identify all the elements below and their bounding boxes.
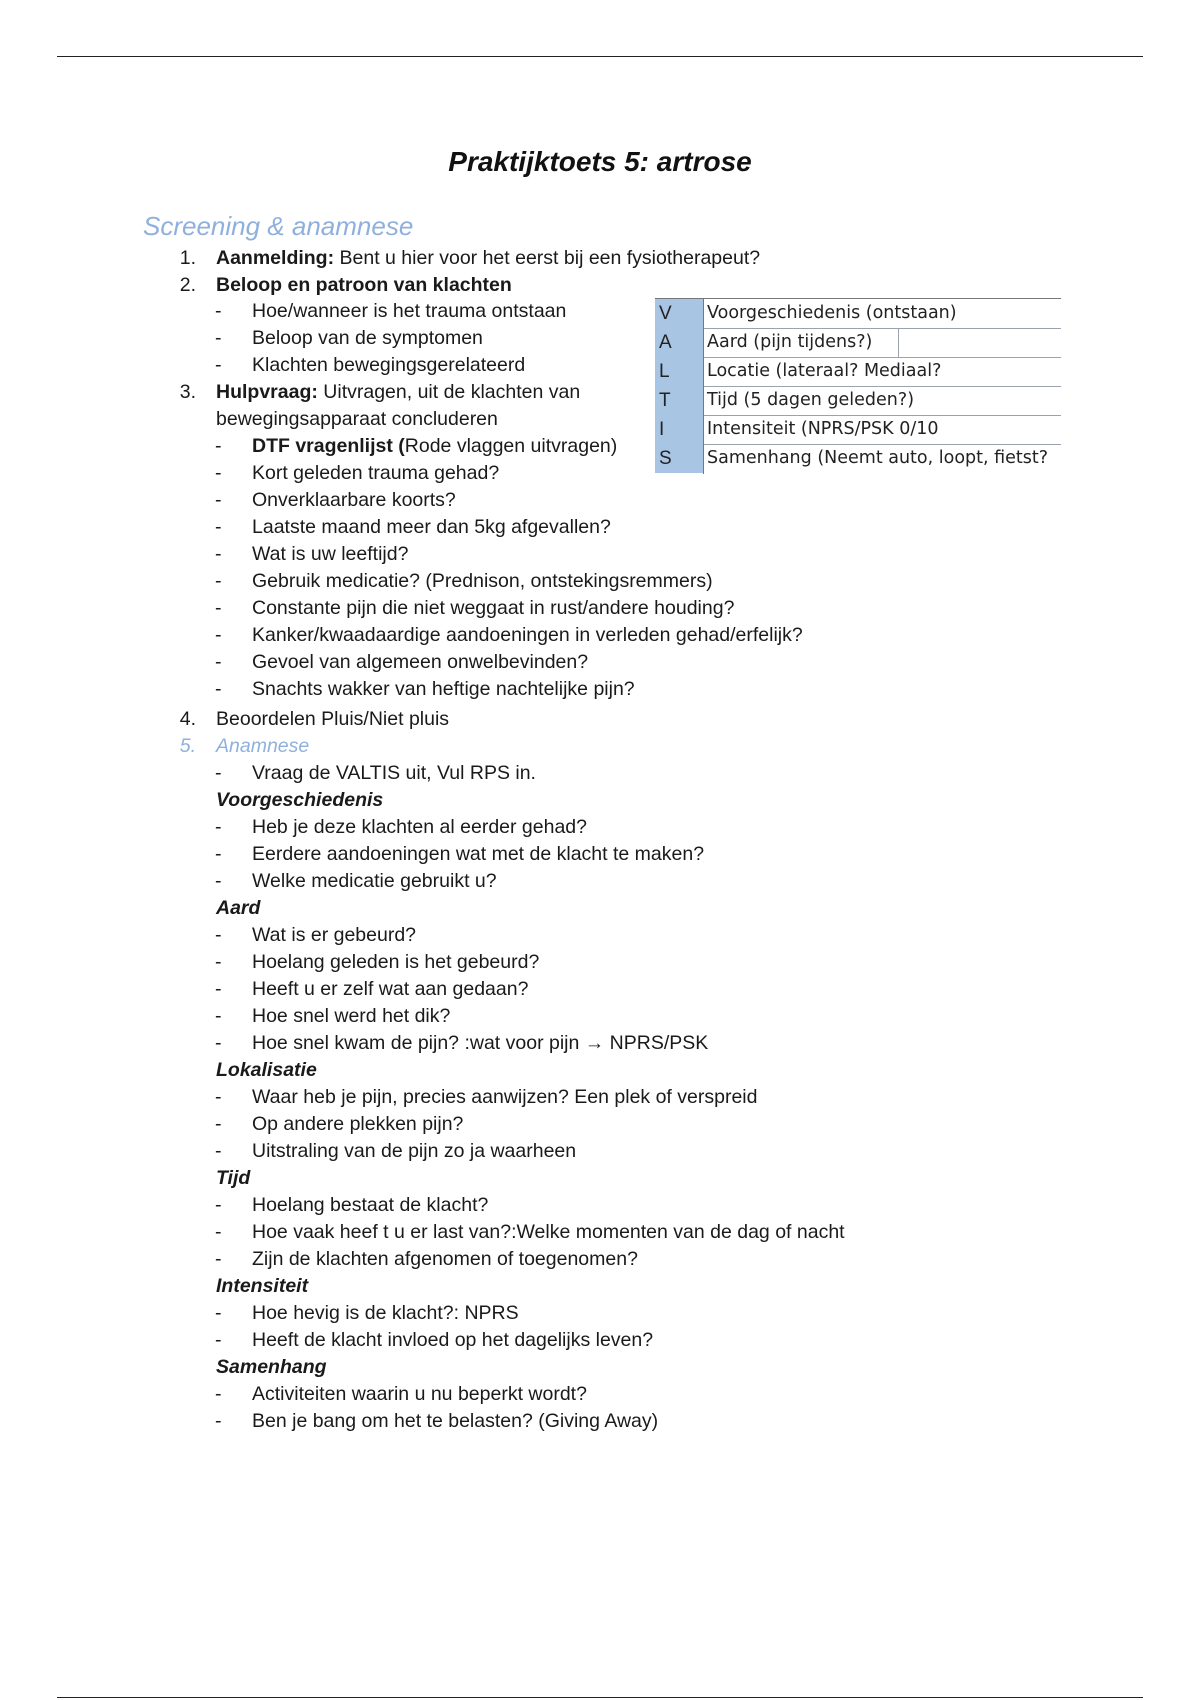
list-item: Hoe snel kwam de pijn? :wat voor pijn → NPRS/PSK — [252, 1032, 709, 1054]
item-text: Uitvragen, uit de klachten van — [317, 381, 581, 403]
table-row — [655, 415, 1061, 445]
subheading-samenhang: Samenhang — [216, 1356, 327, 1378]
bullet-dash: - — [215, 516, 222, 538]
list-item: Wat is er gebeurd? — [252, 924, 417, 946]
table-row — [655, 444, 1061, 473]
item-anamnese: Anamnese — [216, 735, 310, 757]
item-text: Rode vlaggen uitvragen) — [404, 435, 618, 457]
table-cell-divider — [898, 328, 899, 357]
valtis-letter: T — [655, 386, 703, 415]
subheading-tijd: Tijd — [216, 1167, 251, 1189]
list-item: Hoe hevig is de klacht?: NPRS — [252, 1302, 519, 1324]
list-item: Kort geleden trauma gehad? — [252, 462, 500, 484]
list-item: Activiteiten waarin u nu beperkt wordt? — [252, 1383, 587, 1405]
list-item: Gevoel van algemeen onwelbevinden? — [252, 651, 589, 673]
bullet-dash: - — [215, 1248, 222, 1270]
valtis-letter: A — [655, 328, 703, 357]
table-row — [655, 357, 1061, 387]
footer-rule — [57, 1697, 1143, 1698]
list-item-dtf — [252, 434, 617, 458]
bullet-dash: - — [215, 570, 222, 592]
bullet-dash: - — [215, 300, 222, 322]
list-item: Laatste maand meer dan 5kg afgevallen? — [252, 516, 611, 538]
list-item: Hoelang geleden is het gebeurd? — [252, 951, 540, 973]
bullet-dash: - — [215, 1383, 222, 1405]
list-item: Hoelang bestaat de klacht? — [252, 1194, 489, 1216]
valtis-letter: S — [655, 444, 703, 473]
bullet-dash: - — [215, 624, 222, 646]
item-aanmelding — [216, 246, 760, 270]
item-number: 1. — [179, 247, 196, 269]
list-item: Snachts wakker van heftige nachtelijke pijn? — [252, 678, 635, 700]
bullet-dash: - — [215, 1302, 222, 1324]
item-continuation: bewegingsapparaat concluderen — [216, 408, 498, 430]
valtis-desc: Intensiteit (NPRS/PSK 0/10 — [707, 419, 939, 439]
bullet-dash: - — [215, 1329, 222, 1351]
bullet-dash: - — [215, 1221, 222, 1243]
item-label: Aanmelding: — [216, 247, 335, 269]
item-text: Bent u hier voor het eerst bij een fysiotherapeut? — [334, 247, 761, 269]
list-item: Zijn de klachten afgenomen of toegenomen? — [252, 1248, 638, 1270]
list-item: Heeft de klacht invloed op het dagelijks leven? — [252, 1329, 654, 1351]
list-item: Constante pijn die niet weggaat in rust/andere houding? — [252, 597, 735, 619]
bullet-dash: - — [215, 816, 222, 838]
valtis-desc: Voorgeschiedenis (ontstaan) — [707, 303, 957, 323]
valtis-letter: I — [655, 415, 703, 444]
list-item: Heeft u er zelf wat aan gedaan? — [252, 978, 529, 1000]
bullet-dash: - — [215, 1086, 222, 1108]
bullet-dash: - — [215, 597, 222, 619]
item-label: Hulpvraag: — [216, 381, 318, 403]
bullet-dash: - — [215, 951, 222, 973]
bullet-dash: - — [215, 1140, 222, 1162]
list-item: Wat is uw leeftijd? — [252, 543, 409, 565]
valtis-desc: Tijd (5 dagen geleden?) — [707, 390, 915, 410]
list-item: Gebruik medicatie? (Prednison, ontstekingsremmers) — [252, 570, 713, 592]
item-number: 3. — [179, 381, 196, 403]
bullet-dash: - — [215, 1032, 222, 1054]
item-hulpvraag — [216, 380, 580, 404]
list-item: Welke medicatie gebruikt u? — [252, 870, 497, 892]
bullet-dash: - — [215, 1113, 222, 1135]
item-number: 2. — [179, 274, 196, 296]
bullet-dash: - — [215, 462, 222, 484]
item-beoordelen: Beoordelen Pluis/Niet pluis — [216, 708, 450, 730]
bullet-dash: - — [215, 924, 222, 946]
table-row — [655, 299, 1061, 329]
item-beloop: Beloop en patroon van klachten — [216, 274, 512, 296]
list-item: Ben je bang om het te belasten? (Giving Away) — [252, 1410, 659, 1432]
subheading-aard: Aard — [216, 897, 261, 919]
list-item: Vraag de VALTIS uit, Vul RPS in. — [252, 762, 536, 784]
list-item: Beloop van de symptomen — [252, 327, 483, 349]
bullet-dash: - — [215, 1410, 222, 1432]
item-number: 5. — [179, 735, 196, 757]
bullet-dash: - — [215, 678, 222, 700]
valtis-desc: Aard (pijn tijdens?) — [707, 332, 873, 352]
list-item: Eerdere aandoeningen wat met de klacht te maken? — [252, 843, 705, 865]
subheading-voorgeschiedenis: Voorgeschiedenis — [216, 789, 384, 811]
bullet-dash: - — [215, 1005, 222, 1027]
table-column-divider — [703, 298, 704, 474]
subheading-intensiteit: Intensiteit — [216, 1275, 309, 1297]
page-title: Praktijktoets 5: artrose — [448, 146, 752, 177]
item-number: 4. — [179, 708, 196, 730]
bullet-dash: - — [215, 1194, 222, 1216]
bullet-dash: - — [215, 651, 222, 673]
valtis-desc: Samenhang (Neemt auto, loopt, fietst? — [707, 448, 1049, 468]
section-heading: Screening & anamnese — [143, 211, 414, 241]
subheading-lokalisatie: Lokalisatie — [216, 1059, 317, 1081]
header-rule — [57, 56, 1143, 57]
valtis-letter: V — [655, 299, 703, 328]
list-item: Onverklaarbare koorts? — [252, 489, 456, 511]
list-item: Op andere plekken pijn? — [252, 1113, 464, 1135]
list-item: Waar heb je pijn, precies aanwijzen? Een plek of verspreid — [252, 1086, 758, 1108]
list-item: Hoe vaak heef t u er last van?:Welke momenten van de dag of nacht — [252, 1221, 845, 1243]
list-item: Hoe/wanneer is het trauma ontstaan — [252, 300, 567, 322]
bullet-dash: - — [215, 543, 222, 565]
bullet-dash: - — [215, 354, 222, 376]
bullet-dash: - — [215, 762, 222, 784]
bullet-dash: - — [215, 978, 222, 1000]
bullet-dash: - — [215, 489, 222, 511]
table-row — [655, 328, 1061, 358]
list-item: Klachten bewegingsgerelateerd — [252, 354, 526, 376]
valtis-letter: L — [655, 357, 703, 386]
list-item: Heb je deze klachten al eerder gehad? — [252, 816, 587, 838]
table-row — [655, 386, 1061, 416]
list-item: Hoe snel werd het dik? — [252, 1005, 451, 1027]
bullet-dash: - — [215, 435, 222, 457]
valtis-desc: Locatie (lateraal? Mediaal? — [707, 361, 942, 381]
item-label: DTF vragenlijst ( — [252, 435, 405, 457]
bullet-dash: - — [215, 843, 222, 865]
list-item: Kanker/kwaadaardige aandoeningen in verleden gehad/erfelijk? — [252, 624, 803, 646]
bullet-dash: - — [215, 870, 222, 892]
list-item: Uitstraling van de pijn zo ja waarheen — [252, 1140, 577, 1162]
bullet-dash: - — [215, 327, 222, 349]
